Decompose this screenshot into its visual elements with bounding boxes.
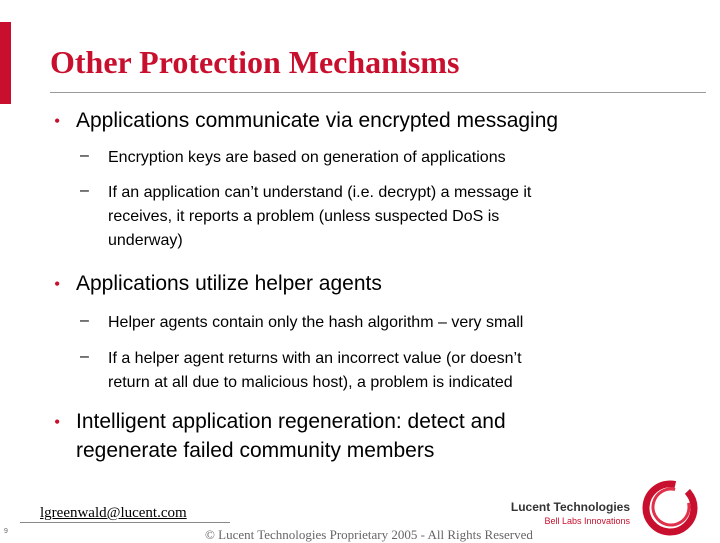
copyright-notice: © Lucent Technologies Proprietary 2005 - All Rights Reserved bbox=[205, 527, 533, 542]
bullet-marker: • bbox=[54, 274, 61, 294]
company-tagline: Bell Labs Innovations bbox=[544, 516, 630, 526]
sub-bullet-1-1: Encryption keys are based on generation of applications bbox=[108, 149, 506, 166]
sub-bullet-marker: – bbox=[80, 312, 89, 329]
author-email[interactable]: lgreenwald@lucent.com bbox=[40, 505, 187, 521]
bullet-marker: • bbox=[54, 111, 61, 131]
sub-bullet-2-2-line-2: return at all due to malicious host), a problem is indicated bbox=[108, 374, 513, 391]
bullet-1-text: Applications communicate via encrypted messaging bbox=[76, 109, 559, 132]
company-name: Lucent Technologies bbox=[510, 500, 630, 514]
page-number: 9 bbox=[4, 528, 8, 535]
sub-bullet-marker: – bbox=[80, 348, 89, 365]
company-logo-text bbox=[504, 500, 630, 526]
footer-divider bbox=[20, 522, 230, 523]
slide-title: Other Protection Mechanisms bbox=[50, 44, 460, 80]
bullet-marker: • bbox=[54, 412, 61, 432]
sub-bullet-2-1: Helper agents contain only the hash algorithm – very small bbox=[108, 314, 524, 331]
sub-bullet-1-2-line-1: If an application can’t understand (i.e. decrypt) a message it bbox=[108, 184, 532, 201]
sub-bullet-1-2-line-2: receives, it reports a problem (unless suspected DoS is bbox=[108, 208, 500, 225]
bullet-3-line-1: Intelligent application regeneration: detect and bbox=[76, 410, 506, 433]
sub-bullet-marker: – bbox=[80, 182, 89, 199]
accent-bar bbox=[0, 22, 11, 104]
sub-bullet-1-2-line-3: underway) bbox=[108, 232, 183, 249]
sub-bullet-marker: – bbox=[80, 147, 89, 164]
sub-bullet-2-2-line-1: If a helper agent returns with an incorrect value (or doesn’t bbox=[108, 350, 522, 367]
innovation-ring-logo-icon bbox=[638, 474, 702, 538]
title-rule bbox=[50, 92, 706, 93]
bullet-2-text: Applications utilize helper agents bbox=[76, 272, 382, 295]
bullet-3-line-2: regenerate failed community members bbox=[76, 439, 435, 462]
